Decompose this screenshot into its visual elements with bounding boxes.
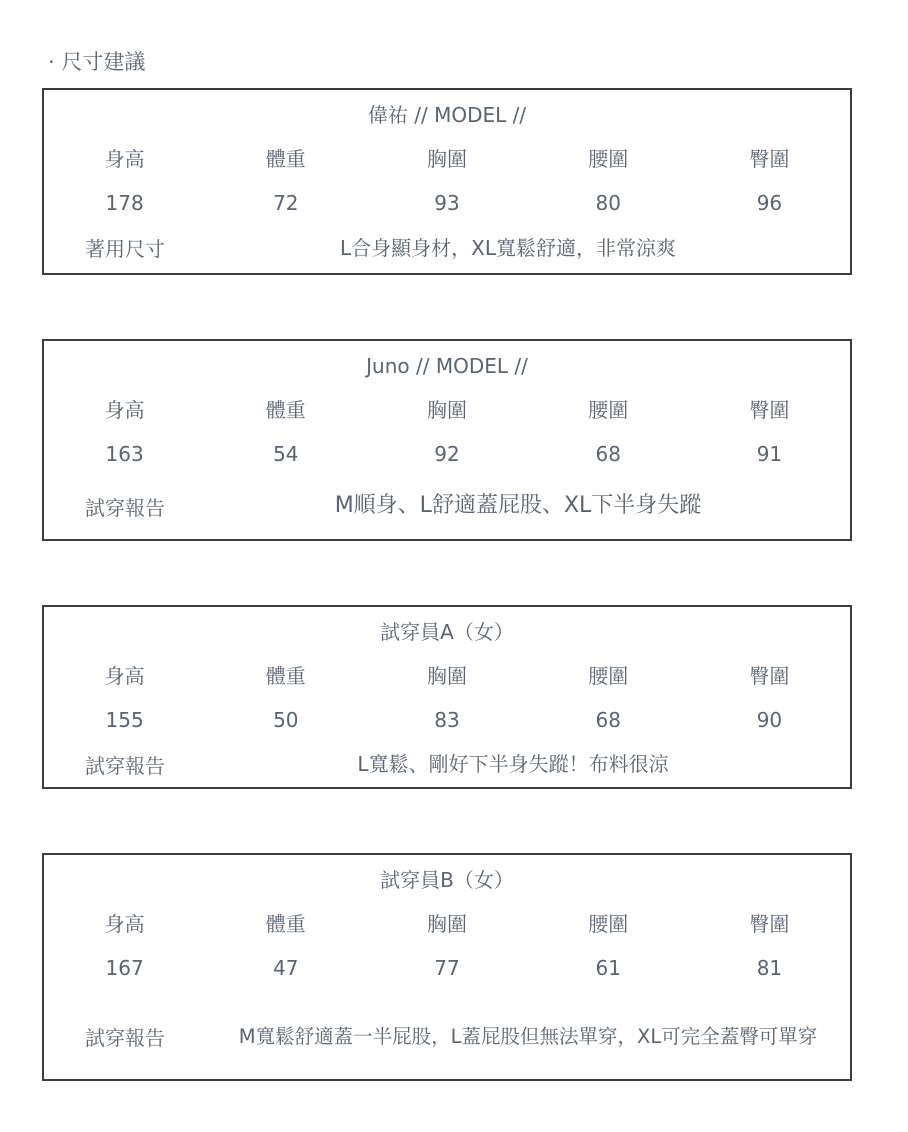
value-waist: 68	[595, 441, 621, 466]
header-height: 身高	[104, 398, 145, 422]
header-waist: 腰圍	[588, 664, 629, 688]
values-row	[44, 180, 850, 225]
values-row	[44, 697, 850, 742]
header-chest: 胸圍	[427, 147, 467, 171]
header-hip: 臀圍	[749, 398, 790, 422]
report-text: L寬鬆、剛好下半身失蹤！布料很涼	[357, 752, 669, 776]
report-row	[44, 990, 850, 1083]
table-title: 偉祐 // MODEL //	[367, 103, 527, 127]
header-row	[44, 900, 850, 945]
value-chest: 92	[434, 441, 460, 466]
value-weight: 54	[273, 441, 299, 466]
report-text: M寬鬆舒適蓋一半屁股，L蓋屁股但無法單穿，XL可完全蓋臀可單穿	[238, 1024, 818, 1048]
header-row	[44, 135, 850, 180]
header-height: 身高	[104, 912, 145, 936]
value-height: 155	[105, 707, 144, 732]
report-text: M順身、L舒適蓋屁股、XL下半身失蹤	[334, 493, 702, 518]
table-title: 試穿員A（女）	[380, 620, 514, 644]
size-table-4	[42, 853, 852, 1081]
report-text: L合身顯身材，XL寬鬆舒適，非常涼爽	[340, 235, 676, 260]
report-row	[44, 225, 850, 270]
report-label: 著用尺寸	[85, 237, 165, 261]
header-waist: 腰圍	[588, 912, 629, 936]
values-row	[44, 945, 850, 990]
header-chest: 胸圍	[427, 398, 467, 422]
value-waist: 68	[595, 707, 621, 732]
header-hip: 臀圍	[749, 147, 790, 171]
header-hip: 臀圍	[749, 912, 790, 936]
value-weight: 50	[273, 707, 299, 732]
value-chest: 93	[434, 190, 460, 215]
header-waist: 腰圍	[588, 147, 629, 171]
header-chest: 胸圍	[427, 664, 467, 688]
size-table-2	[42, 339, 852, 541]
header-weight: 體重	[265, 912, 306, 936]
report-label: 試穿報告	[85, 495, 165, 520]
header-height: 身高	[104, 147, 145, 171]
header-weight: 體重	[265, 664, 306, 688]
report-row	[44, 742, 850, 786]
value-weight: 72	[273, 190, 299, 215]
values-row	[44, 431, 850, 476]
report-label: 試穿報告	[85, 1026, 165, 1050]
section-heading: · 尺寸建議	[48, 50, 146, 74]
value-hip: 90	[756, 707, 783, 732]
header-row	[44, 652, 850, 697]
value-waist: 61	[595, 955, 621, 980]
value-hip: 96	[756, 190, 783, 215]
value-chest: 83	[434, 707, 460, 732]
header-height: 身高	[104, 664, 145, 688]
size-table-1	[42, 88, 852, 275]
value-height: 167	[105, 955, 144, 980]
table-title: Juno // MODEL //	[366, 354, 528, 378]
value-weight: 47	[273, 955, 299, 980]
report-row	[44, 476, 850, 536]
header-hip: 臀圍	[749, 664, 790, 688]
report-label: 試穿報告	[85, 753, 165, 778]
table-title: 試穿員B（女）	[380, 868, 514, 892]
size-table-3	[42, 605, 852, 789]
header-weight: 體重	[265, 398, 306, 422]
header-waist: 腰圍	[588, 398, 629, 422]
header-row	[44, 386, 850, 431]
value-chest: 77	[434, 955, 460, 980]
header-weight: 體重	[265, 147, 306, 171]
header-chest: 胸圍	[427, 912, 467, 936]
value-waist: 80	[595, 190, 621, 215]
value-hip: 91	[756, 441, 783, 466]
value-height: 178	[105, 190, 144, 215]
value-hip: 81	[756, 955, 783, 980]
value-height: 163	[105, 441, 144, 466]
